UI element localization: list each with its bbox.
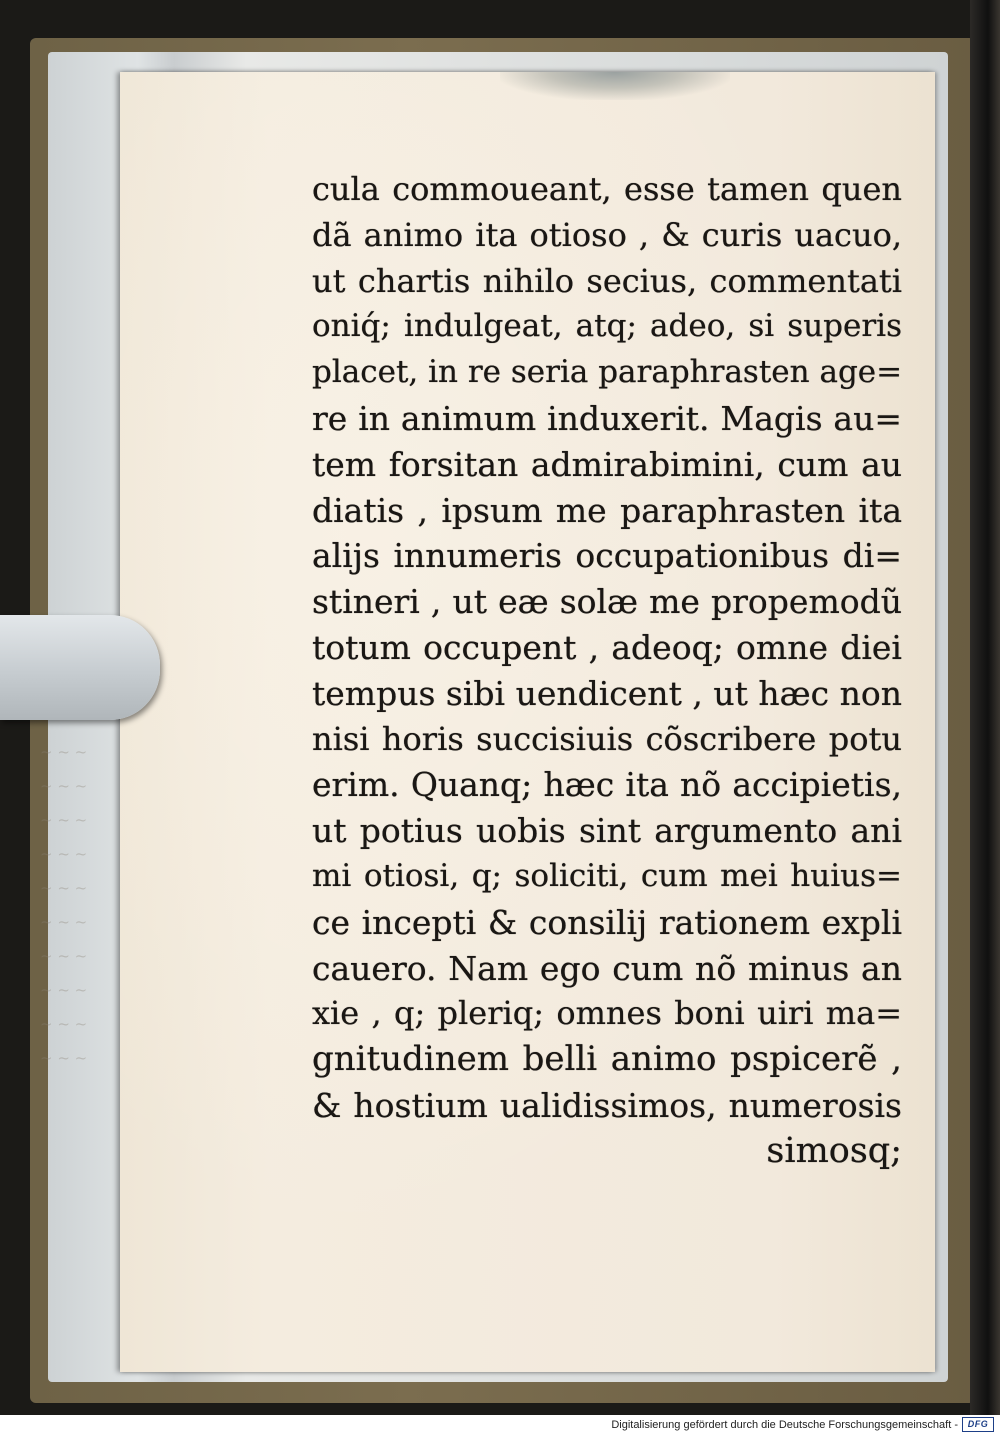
water-stain	[500, 72, 730, 100]
margin-note: ~ ~ ~	[40, 845, 88, 863]
catchword-line: simosq;	[766, 1130, 902, 1171]
margin-note: ~ ~ ~	[40, 913, 88, 931]
margin-note: ~ ~ ~	[40, 947, 88, 965]
text-line: alijs innumeris occupationibus di=	[312, 536, 902, 576]
margin-note: ~ ~ ~	[40, 743, 88, 761]
margin-note: ~ ~ ~	[40, 1015, 88, 1033]
text-line: totum occupent , adeoq; omne diei	[312, 627, 902, 667]
text-line: nisi horis succisiuis cõscribere potu	[312, 719, 902, 758]
text-line: ce incepti & consilij rationem expli	[312, 902, 902, 942]
text-line: tempus sibi uendicent , ut hæc non	[312, 673, 902, 713]
text-line: ut potius uobis sint argumento ani	[312, 811, 902, 851]
text-line: tem forsitan admirabimini, cum au	[312, 444, 902, 484]
page-leaf	[120, 72, 935, 1372]
text-line: re in animum induxerit. Magis au=	[312, 398, 902, 438]
clasp-tab	[0, 615, 160, 720]
book-spine-edge	[970, 0, 1000, 1415]
printed-text-block	[312, 167, 902, 1175]
text-line: cauero. Nam ego cum nõ minus an	[312, 948, 902, 988]
text-line: stineri , ut eæ solæ me propemodũ	[312, 582, 902, 622]
text-line: placet, in re seria paraphrasten age=	[312, 354, 902, 391]
text-line: erim. Quanq; hæc ita nõ accipietis,	[312, 765, 902, 805]
dfg-logo: DFG	[962, 1417, 994, 1432]
text-line: dã animo ita otioso , & curis uacuo,	[312, 215, 902, 254]
margin-note: ~ ~ ~	[40, 879, 88, 897]
margin-note: ~ ~ ~	[40, 981, 88, 999]
text-line: oniq́; indulgeat, atq; adeo, si superis	[312, 308, 902, 345]
text-line: ut chartis nihilo secius, commentati	[312, 261, 902, 300]
text-line: diatis , ipsum me paraphrasten ita	[312, 490, 902, 530]
text-line: & hostium ualidissimos, numerosis	[312, 1085, 902, 1125]
margin-note: ~ ~ ~	[40, 811, 88, 829]
footer-bar	[0, 1415, 1000, 1435]
funding-credit: Digitalisierung gefördert durch die Deutsche Forschungsgemeinschaft -	[611, 1419, 958, 1431]
margin-note: ~ ~ ~	[40, 777, 88, 795]
text-line: mi otiosi, q; soliciti, cum mei huius=	[312, 857, 902, 894]
text-line: xie , q; pleriq; omnes boni uiri ma=	[312, 994, 902, 1033]
margin-note: ~ ~ ~	[40, 1049, 88, 1067]
text-line: cula commoueant, esse tamen quen	[312, 170, 902, 208]
text-line: gnitudinem belli animo pspicerẽ ,	[312, 1039, 902, 1080]
